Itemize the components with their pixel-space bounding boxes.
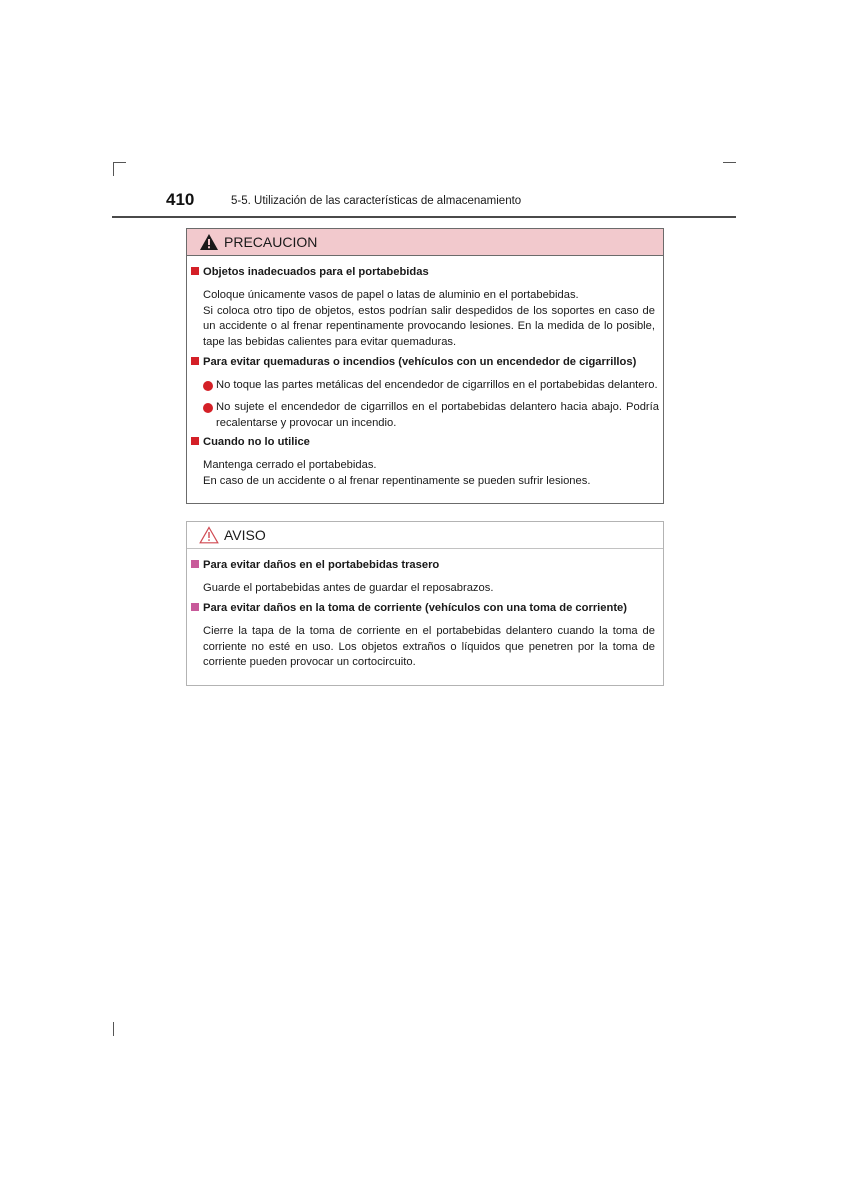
header-rule xyxy=(112,216,736,218)
warning-triangle-outline-icon xyxy=(199,526,219,544)
notice-paragraph-2: Cierre la tapa de la toma de corriente en el portabebidas delantero cuando la toma de corriente no esté en uso. Los objetos extraños o líquidos que penetren por la toma de corriente pueden provocar un cortocircuito. xyxy=(203,625,655,668)
notice-box-header xyxy=(187,522,663,549)
pink-square-marker-icon xyxy=(191,603,199,611)
notice-heading-1 xyxy=(191,559,439,571)
red-square-marker-icon xyxy=(191,437,199,445)
caution-bullet-1-text: No toque las partes metálicas del encendedor de cigarrillos en el portabebidas delantero. xyxy=(216,379,658,391)
notice-box xyxy=(186,521,664,686)
notice-label: AVISO xyxy=(224,527,266,543)
red-bullet-icon xyxy=(203,403,213,413)
pink-square-marker-icon xyxy=(191,560,199,568)
caution-paragraph-3: Mantenga cerrado el portabebidas. xyxy=(203,459,377,471)
notice-heading-1-text: Para evitar daños en el portabebidas trasero xyxy=(203,559,440,571)
warning-triangle-filled-icon xyxy=(199,233,219,251)
red-square-marker-icon xyxy=(191,267,199,275)
notice-heading-2-text: Para evitar daños en la toma de corriente (vehículos con una toma de corriente) xyxy=(203,602,628,614)
caution-paragraph-4: En caso de un accidente o al frenar repentinamente se pueden sufrir lesiones. xyxy=(203,474,591,487)
caution-paragraph-1: Coloque únicamente vasos de papel o latas de aluminio en el portabebidas. xyxy=(203,289,579,301)
caution-heading-1 xyxy=(191,266,429,278)
caution-bullet-2 xyxy=(203,400,659,431)
caution-box-header xyxy=(187,229,663,256)
red-bullet-icon xyxy=(203,381,213,391)
caution-heading-2 xyxy=(191,356,636,368)
page-header xyxy=(112,190,736,218)
caution-heading-1-text: Objetos inadecuados para el portabebidas xyxy=(203,266,429,278)
caution-heading-3-text: Cuando no lo utilice xyxy=(203,436,310,448)
crop-mark-bottom-left-vertical xyxy=(113,1022,114,1036)
caution-heading-2-text: Para evitar quemaduras o incendios (vehículos con un encendedor de cigarrillos) xyxy=(203,356,637,368)
notice-heading-2 xyxy=(191,602,627,614)
section-title: 5-5. Utilización de las características de almacenamiento xyxy=(231,195,522,207)
caution-bullet-2-text: No sujete el encendedor de cigarrillos en el portabebidas delantero hacia abajo. Podría recalentarse y provocar un incendio. xyxy=(216,401,659,429)
crop-mark-top-left-vertical xyxy=(113,162,114,176)
page-number: 410 xyxy=(166,190,195,209)
crop-mark-top-left-horizontal xyxy=(113,162,126,163)
notice-paragraph-1: Guarde el portabebidas antes de guardar el reposabrazos. xyxy=(203,582,494,594)
caution-box xyxy=(186,228,664,504)
red-square-marker-icon xyxy=(191,357,199,365)
caution-heading-3 xyxy=(191,436,310,448)
crop-mark-top-right-horizontal xyxy=(723,162,736,163)
caution-label: PRECAUCION xyxy=(224,234,318,250)
caution-bullet-1 xyxy=(203,378,659,394)
caution-paragraph-2: Si coloca otro tipo de objetos, estos podrían salir despedidos de los soportes en caso de un accidente o al frenar repentinamente provocando lesiones. En la medida de lo posible, tape las bebidas calientes para evitar quemaduras. xyxy=(203,304,655,348)
